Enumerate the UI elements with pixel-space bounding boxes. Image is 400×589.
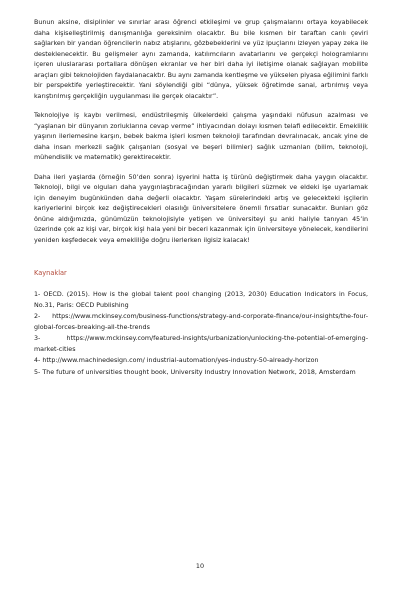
page-number: 10 bbox=[195, 562, 205, 570]
reference-item[interactable]: 3- https://www.mckinsey.com/featured-insights/urbanization/unlocking-the-potential-of-emerging-market-cities bbox=[34, 335, 368, 353]
body-paragraph-1: Bunun aksine, disiplinler ve sınırlar arası öğrenci etkileşimi ve grup çalışmalarını ortaya koyabilecek daha kişiselleştirilmiş danışmanlığa gereksinim olacaktır. Bu bile kısmen bir taraftan canlı çeviri sağlarken bir yandan öğrencilerin nabız atışlarını, gözbebeklerini ve yüz ipuçlarını izleyen yapay zeka ile desteklenecektir. Bu gelişmeler aynı zamanda, katılımcıların avatarlarını ve gerçekçi hologramlarını içeren uluslararası portallara dönüşen ekranlar ve her biri daha iyi iletişime olanak sağlayan mobilite araçları gibi teknolojiden faydalanacaktır. Bu aynı zamanda kentleşme ve yükselen piyasa eğilimini farklı bir perspektife yerleştirecektir. Yani söylendiği gibi “dünya, yüksek öğretimde sanal, artırılmış veya karıştırılmış gerçekliğin uygulanması ile gerçek olacaktır”. bbox=[34, 19, 368, 100]
references-heading: Kaynaklar bbox=[34, 269, 67, 277]
references-list bbox=[34, 290, 368, 378]
body-paragraph-3: Daha ileri yaşlarda (örneğin 50’den sonra) işyerini hatta iş türünü değiştirmek daha yaygın olacaktır. Teknoloji, bilgi ve olguları daha yaygınlaştıracağından yararlı bilgileri süzmek ve eldeki işe uyarlamak için deneyim bugünkünden daha değerli olacaktır. Yaşam sürelerindeki artış ve gelecekteki işçilerin kariyerlerini birçok kez değiştirecekleri olasılığı üniversitelere önemli fırsatlar sunacaktır. Bunları göz önüne aldığımızda, günümüzün teknolojisiyle yetişen ve üniversiteyi şu anki haliyle tanıyan 45’in üzerinde çok az kişi var, birçok kişi hala yeni bir beceri kazanmak için üniversiteye yönelecek, kendilerini yeniden keşfedecek veya emekliliğe doğru ilerlerken ilgisiz kalacak! bbox=[34, 173, 368, 244]
reference-item: 5- The future of universities thought book, University Industry Innovation Network, 2018, Amsterdam bbox=[34, 368, 356, 376]
reference-item: 1- OECD. (2015). How is the global talent pool changing (2013, 2030) Education Indicators in Focus, No.31, Paris: OECD Publishing bbox=[34, 291, 368, 309]
reference-item[interactable]: 2- https://www.mckinsey.com/business-functions/strategy-and-corporate-finance/our-insights/the-four-global-forces-breaking-all-the-trends bbox=[34, 313, 368, 331]
body-paragraph-2: Teknolojiye iş kaybı verilmesi, endüstrileşmiş ülkelerdeki çalışma yaşındaki nüfusun azalması ve “yaşlanan bir dünyanın zorluklarına cevap verme” ihtiyacından dolayı kısmen telafi edilecektir. Emeklilik yaşının ilerlemesine karşın, bebek bakma işleri kısmen teknoloji tarafından devralınacak, ancak yine de daha insan merkezli sağlık çalışanları (sosyal ve beşeri bilimler) sağlık uzmanları (bilim, teknoloji, mühendislik ve matematik) gerektirecektir. bbox=[34, 112, 368, 161]
reference-item[interactable]: 4- http://www.machinedesign.com/ industrial-automation/yes-industry-50-already-horizon bbox=[34, 357, 319, 364]
